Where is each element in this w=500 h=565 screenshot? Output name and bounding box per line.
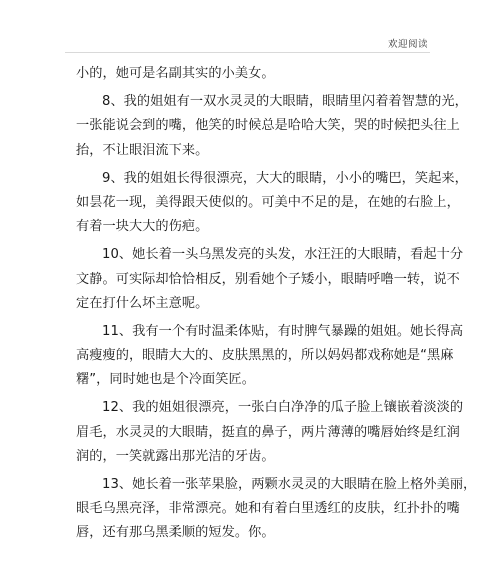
paragraph — [76, 167, 468, 240]
text-line: 高瘦瘦的，眼睛大大的、皮肤黑黑的，所以妈妈都戏称她是“黑麻 — [76, 348, 454, 364]
text-line: 12、我的姐姐很漂亮，一张白白净净的瓜子脸上镶嵌着淡淡的 — [102, 400, 464, 416]
text-line: 如昙花一现，美得跟天使似的。可美中不足的是，在她的右脸上， — [76, 194, 460, 210]
paragraph — [76, 62, 428, 86]
paragraph — [76, 243, 464, 316]
document-body — [76, 62, 477, 546]
text-line: 有着一块大大的伤疤。 — [76, 219, 209, 235]
text-line: 定在打什么坏主意呢。 — [76, 295, 209, 311]
paragraph — [76, 473, 477, 546]
text-line: 10、她长着一头乌黑发亮的头发，水汪汪的大眼睛，看起十分 — [102, 247, 464, 263]
text-line: 9、我的姐姐长得很漂亮，大大的眼睛，小小的嘴巴，笑起来， — [102, 170, 468, 186]
text-line: 一张能说会到的嘴，他笑的时候总是哈哈大笑，哭的时候把头往上 — [76, 118, 460, 134]
text-line: 糬”，同时她也是个冷面笑匠。 — [76, 372, 255, 388]
paragraph — [76, 320, 464, 393]
text-line: 11、我有一个有时温柔体贴，有时脾气暴躁的姐姐。她长得高 — [102, 323, 464, 339]
paragraph — [76, 396, 464, 469]
page-header-label: 欢迎阅读 — [387, 39, 428, 50]
text-line: 眼毛乌黑亮泽，非常漂亮。她和有着白里透红的皮肤，红扑扑的嘴 — [76, 501, 460, 517]
text-line: 润的，一笑就露出那光洁的牙齿。 — [76, 448, 275, 464]
paragraph — [76, 90, 468, 163]
text-line: 文静。可实际却恰恰相反，别看她个子矮小，眼睛呼噜一转，说不 — [76, 271, 460, 287]
page-bottom-edge — [0, 557, 500, 565]
header-divider — [65, 52, 430, 53]
text-line: 唇，还有那乌黑柔顺的短发。你。 — [76, 525, 275, 541]
text-line: 13、她长着一张苹果脸，两颗水灵灵的大眼睛在脸上格外美丽， — [102, 477, 477, 492]
text-line: 抬，不让眼泪流下来。 — [76, 142, 209, 158]
text-line: 眉毛，水灵灵的大眼睛，挺直的鼻子，两片薄薄的嘴唇始终是红润 — [76, 424, 460, 440]
text-line: 小的，她可是名副其实的小美女。 — [76, 66, 275, 81]
text-line: 8、我的姐姐有一双水灵灵的大眼睛，眼睛里闪着着智慧的光， — [102, 94, 468, 110]
